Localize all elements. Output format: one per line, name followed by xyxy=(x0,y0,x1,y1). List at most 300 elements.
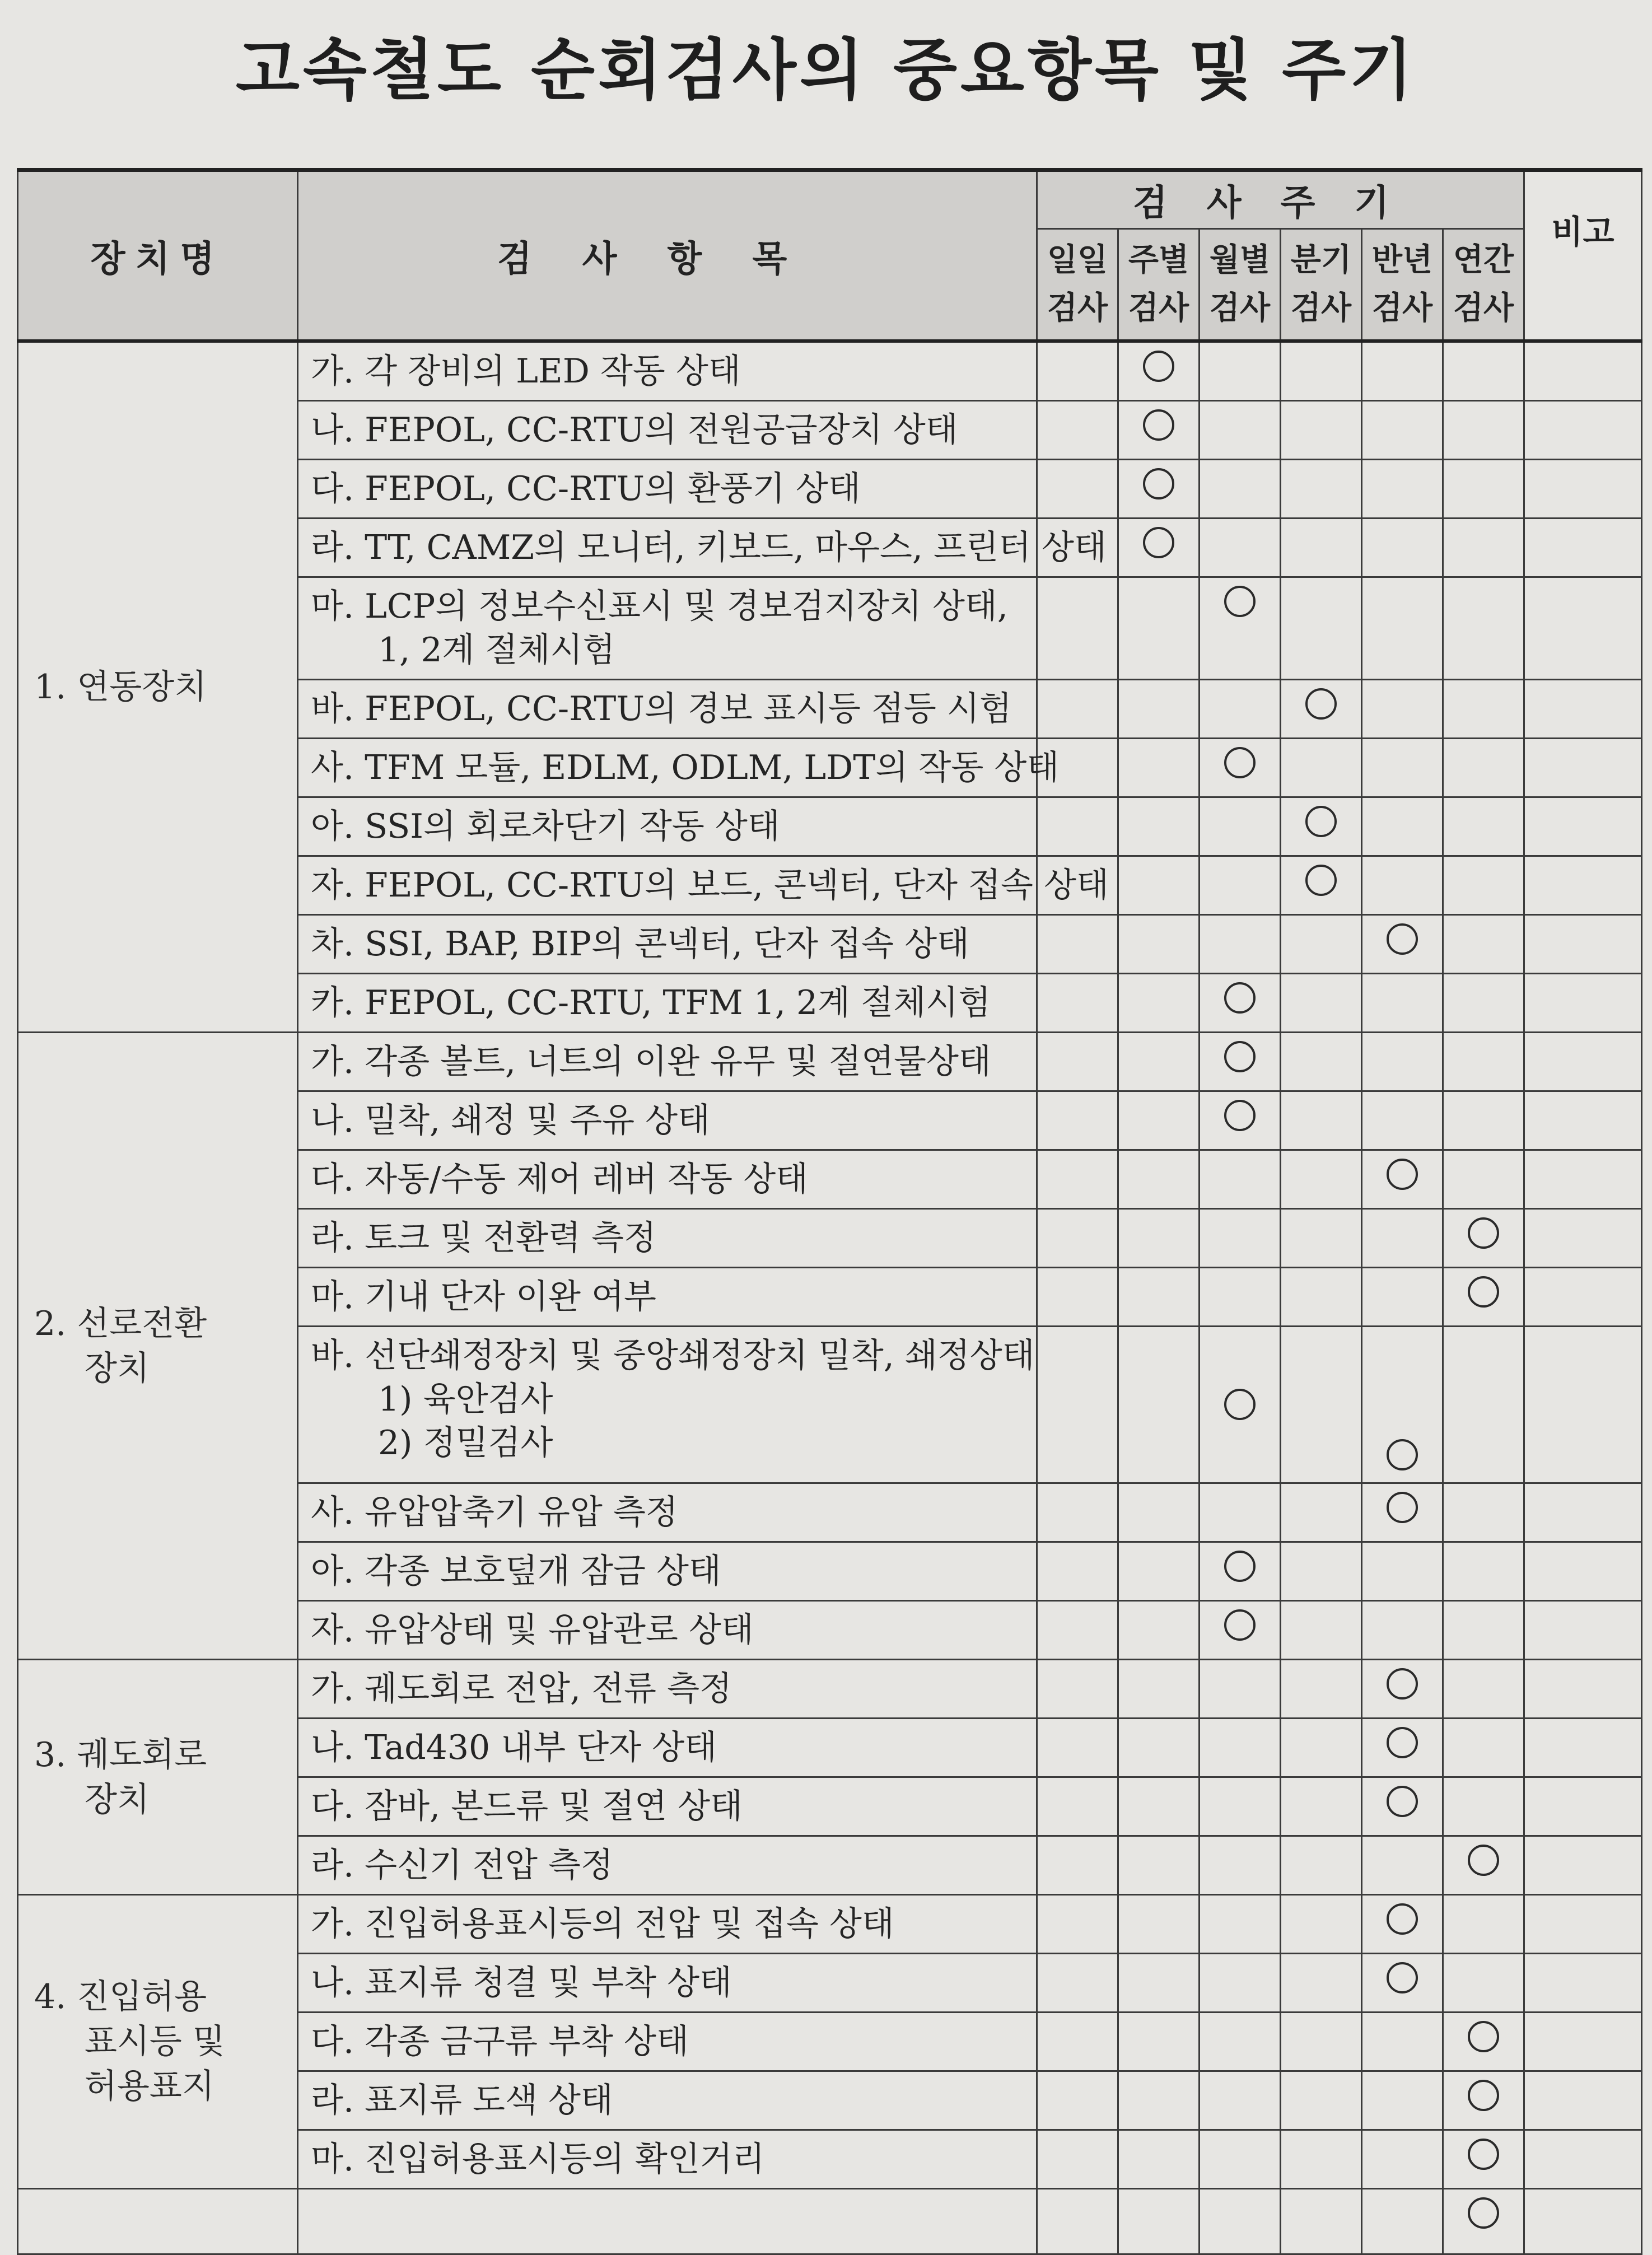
check-circle-icon xyxy=(1143,409,1174,441)
period-cell xyxy=(1037,1033,1118,1091)
inspection-item-cell xyxy=(298,1719,1037,1777)
period-cell xyxy=(1362,680,1443,739)
inspection-item-text: 가. 진입허용표시등의 전압 및 접속 상태 xyxy=(311,1904,894,1944)
period-cell xyxy=(1037,1601,1118,1660)
remarks-cell xyxy=(1524,1542,1642,1601)
inspection-item-text: 마. LCP의 정보수신표시 및 경보검지장치 상태, xyxy=(311,587,1008,626)
check-circle-icon xyxy=(1224,982,1256,1014)
inspection-item-text: 다. 잠바, 본드류 및 절연 상태 xyxy=(311,1787,743,1826)
remarks-cell xyxy=(1524,1836,1642,1895)
period-cell xyxy=(1443,1601,1524,1660)
period-cell xyxy=(1037,680,1118,739)
period-cell xyxy=(1037,1660,1118,1719)
period-cell xyxy=(1281,1091,1362,1150)
period-cell xyxy=(1281,915,1362,974)
inspection-item-cell xyxy=(298,915,1037,974)
period-cell xyxy=(1200,1327,1281,1483)
period-header-3 xyxy=(1281,229,1362,342)
period-cell xyxy=(1200,974,1281,1033)
period-cell xyxy=(1118,1091,1200,1150)
table-body xyxy=(18,341,1642,2254)
period-cell xyxy=(1200,1719,1281,1777)
period-cell xyxy=(1118,1895,1200,1954)
period-header-5 xyxy=(1443,229,1524,342)
period-cell xyxy=(1362,856,1443,915)
period-cell xyxy=(1362,1601,1443,1660)
inspection-item-text: 가. 각종 볼트, 너트의 이완 유무 및 절연물상태 xyxy=(311,1042,991,1081)
inspection-item-cell xyxy=(298,739,1060,797)
period-cell xyxy=(1118,401,1200,460)
period-cell xyxy=(1362,1660,1443,1719)
period-cell xyxy=(1200,680,1281,739)
remarks-cell xyxy=(1524,1209,1642,1268)
period-header-0 xyxy=(1037,229,1118,342)
period-cell xyxy=(1118,1836,1200,1895)
period-cell xyxy=(1443,739,1524,797)
period-cell xyxy=(1118,1150,1200,1209)
period-cell xyxy=(1118,2013,1200,2071)
remarks-cell xyxy=(1524,739,1642,797)
period-cell xyxy=(1362,1836,1443,1895)
period-cell xyxy=(1037,1895,1118,1954)
inspection-item-cell xyxy=(298,1091,1037,1150)
period-cell xyxy=(1362,797,1443,856)
period-cell xyxy=(1362,1954,1443,2013)
period-cell xyxy=(1362,974,1443,1033)
remarks-cell xyxy=(1524,856,1642,915)
period-cell xyxy=(1443,401,1524,460)
period-cell xyxy=(1200,460,1281,519)
inspection-item-cell xyxy=(298,2189,1037,2254)
period-cell xyxy=(1200,915,1281,974)
remarks-cell xyxy=(1524,1777,1642,1836)
table-row xyxy=(18,1895,1642,1954)
inspection-item-text: 아. SSI의 회로차단기 작동 상태 xyxy=(311,807,780,846)
period-header-line: 검사 xyxy=(1453,290,1514,326)
inspection-item-text: 라. 표지류 도색 상태 xyxy=(311,2081,613,2120)
period-header-line: 연간 xyxy=(1453,242,1514,278)
period-cell xyxy=(1443,341,1524,401)
remarks-cell xyxy=(1524,680,1642,739)
period-cell xyxy=(1118,2189,1200,2254)
remarks-cell xyxy=(1524,341,1642,401)
period-cell xyxy=(1281,1601,1362,1660)
period-cell xyxy=(1443,974,1524,1033)
period-cell xyxy=(1362,1150,1443,1209)
period-cell xyxy=(1118,974,1200,1033)
period-header-line: 분기 xyxy=(1290,242,1352,278)
device-name-line: 1. 연동장치 xyxy=(34,667,207,707)
period-cell xyxy=(1281,2189,1362,2254)
remarks-cell xyxy=(1524,460,1642,519)
remarks-cell xyxy=(1524,797,1642,856)
period-header-line: 주별 xyxy=(1128,242,1189,278)
period-cell xyxy=(1200,2013,1281,2071)
period-cell xyxy=(1443,2071,1524,2130)
remarks-cell xyxy=(1524,2071,1642,2130)
period-cell xyxy=(1443,1954,1524,2013)
period-cell xyxy=(1281,577,1362,680)
period-header-1 xyxy=(1118,229,1200,342)
period-cell xyxy=(1443,1091,1524,1150)
period-cell xyxy=(1200,1542,1281,1601)
period-cell xyxy=(1118,680,1200,739)
period-cell xyxy=(1443,915,1524,974)
period-cell xyxy=(1200,1777,1281,1836)
period-cell xyxy=(1200,1150,1281,1209)
inspection-item-cell xyxy=(298,1660,1037,1719)
period-cell xyxy=(1200,577,1281,680)
period-cell xyxy=(1443,680,1524,739)
period-cell xyxy=(1037,1150,1118,1209)
inspection-item-text: 다. 각종 금구류 부착 상태 xyxy=(311,2022,689,2061)
period-header-line: 월별 xyxy=(1209,242,1271,278)
period-cell xyxy=(1118,1327,1200,1483)
inspection-item-text: 나. Tad430 내부 단자 상태 xyxy=(311,1728,717,1767)
inspection-item-cell xyxy=(298,680,1037,739)
table-row xyxy=(18,1033,1642,1091)
period-cell xyxy=(1281,1895,1362,1954)
period-cell xyxy=(1037,1719,1118,1777)
device-name-cell xyxy=(18,1895,298,2189)
period-cell xyxy=(1443,577,1524,680)
period-cell xyxy=(1200,856,1281,915)
inspection-item-cell xyxy=(298,401,1037,460)
period-cell xyxy=(1200,1268,1281,1327)
period-cell xyxy=(1281,2130,1362,2189)
period-cell xyxy=(1037,460,1118,519)
check-circle-icon xyxy=(1468,2021,1499,2052)
inspection-item-cell xyxy=(298,1033,1037,1091)
remarks-cell xyxy=(1524,1660,1642,1719)
period-cell xyxy=(1362,2071,1443,2130)
period-cell xyxy=(1443,1209,1524,1268)
check-circle-icon xyxy=(1468,2139,1499,2170)
inspection-item-cell xyxy=(298,1601,1037,1660)
period-cell xyxy=(1362,1033,1443,1091)
inspection-item-cell xyxy=(298,1209,1037,1268)
device-name-line: 4. 진입허용 xyxy=(34,1977,207,2016)
period-cell xyxy=(1443,1150,1524,1209)
period-cell xyxy=(1362,739,1443,797)
period-cell xyxy=(1362,1777,1443,1836)
table-header xyxy=(18,170,1642,342)
table-row xyxy=(18,341,1642,401)
period-cell xyxy=(1362,519,1443,577)
period-cell xyxy=(1200,1954,1281,2013)
period-cell xyxy=(1118,1660,1200,1719)
remarks-cell xyxy=(1524,1150,1642,1209)
period-cell xyxy=(1362,1483,1443,1542)
device-name-line: 장치 xyxy=(85,1780,150,1819)
inspection-item-text: 차. SSI, BAP, BIP의 콘넥터, 단자 접속 상태 xyxy=(311,925,970,964)
period-cell xyxy=(1443,1542,1524,1601)
period-cell xyxy=(1200,1091,1281,1150)
period-header-line: 일일 xyxy=(1047,242,1108,278)
remarks-cell xyxy=(1524,2189,1642,2254)
check-circle-icon xyxy=(1387,1159,1418,1190)
period-cell xyxy=(1200,519,1281,577)
period-cell xyxy=(1118,519,1200,577)
inspection-item-text: 마. 기내 단자 이완 여부 xyxy=(311,1277,657,1316)
inspection-item-cell xyxy=(298,577,1037,680)
period-cell xyxy=(1362,341,1443,401)
period-cell xyxy=(1362,1719,1443,1777)
check-circle-icon xyxy=(1224,1609,1256,1641)
period-cell xyxy=(1281,2013,1362,2071)
period-cell xyxy=(1118,856,1200,915)
period-header-4 xyxy=(1362,229,1443,342)
inspection-item-cell xyxy=(298,1836,1037,1895)
period-cell xyxy=(1281,1777,1362,1836)
page-title: 고속철도 순회검사의 중요항목 및 주기 xyxy=(235,31,1417,109)
inspection-item-cell xyxy=(298,797,1037,856)
check-circle-icon xyxy=(1224,747,1256,778)
period-cell xyxy=(1281,680,1362,739)
inspection-item-text: 2) 정밀검사 xyxy=(378,1423,553,1463)
inspection-item-cell xyxy=(298,460,1037,519)
period-cell xyxy=(1037,2189,1118,2254)
period-cell xyxy=(1362,1895,1443,1954)
remarks-cell xyxy=(1524,915,1642,974)
inspection-item-text: 라. TT, CAMZ의 모니터, 키보드, 마우스, 프린터 상태 xyxy=(311,528,1107,567)
table-row xyxy=(18,2189,1642,2254)
period-cell xyxy=(1118,341,1200,401)
period-cell xyxy=(1037,2013,1118,2071)
period-cell xyxy=(1281,2071,1362,2130)
remarks-cell xyxy=(1524,1483,1642,1542)
remarks-cell xyxy=(1524,577,1642,680)
remarks-cell xyxy=(1524,1954,1642,2013)
check-circle-icon xyxy=(1143,351,1174,382)
device-name-line: 2. 선로전환 xyxy=(34,1304,207,1343)
inspection-item-cell xyxy=(298,1268,1037,1327)
inspection-item-cell xyxy=(298,519,1107,577)
inspection-item-text: 나. FEPOL, CC-RTU의 전원공급장치 상태 xyxy=(311,410,958,450)
device-name-line: 표시등 및 xyxy=(85,2022,225,2061)
inspection-item-cell xyxy=(298,2013,1037,2071)
period-cell xyxy=(1037,1483,1118,1542)
period-cell xyxy=(1037,1836,1118,1895)
remarks-cell xyxy=(1524,519,1642,577)
inspection-item-cell xyxy=(298,341,1037,401)
check-circle-icon xyxy=(1468,1217,1499,1249)
remarks-cell xyxy=(1524,1268,1642,1327)
check-circle-icon xyxy=(1387,1903,1418,1935)
period-cell xyxy=(1281,1033,1362,1091)
check-circle-icon xyxy=(1468,1845,1499,1876)
period-cell xyxy=(1037,915,1118,974)
remarks-column-header: 비고 xyxy=(1524,170,1642,342)
inspection-item-text: 다. 자동/수동 제어 레버 작동 상태 xyxy=(311,1160,809,1199)
period-cell xyxy=(1037,577,1118,680)
inspection-item-cell xyxy=(298,1777,1037,1836)
period-cell xyxy=(1200,1483,1281,1542)
inspection-item-text: 라. 수신기 전압 측정 xyxy=(311,1846,613,1885)
period-cell xyxy=(1200,2071,1281,2130)
period-cell xyxy=(1443,1660,1524,1719)
period-cell xyxy=(1443,1033,1524,1091)
table-row xyxy=(18,1660,1642,1719)
remarks-cell xyxy=(1524,1601,1642,1660)
period-cell xyxy=(1037,974,1118,1033)
period-cell xyxy=(1118,1601,1200,1660)
device-name-line: 장치 xyxy=(85,1348,150,1388)
period-cell xyxy=(1281,856,1362,915)
check-circle-icon xyxy=(1224,1100,1256,1131)
period-cell xyxy=(1443,2013,1524,2071)
inspection-item-text: 나. 밀착, 쇄정 및 주유 상태 xyxy=(311,1101,711,1140)
period-cell xyxy=(1443,1268,1524,1327)
period-cell xyxy=(1118,1777,1200,1836)
inspection-item-text: 다. FEPOL, CC-RTU의 환풍기 상태 xyxy=(311,469,861,508)
period-cell xyxy=(1281,1327,1362,1483)
device-name-line: 3. 궤도회로 xyxy=(34,1735,207,1775)
remarks-cell xyxy=(1524,1719,1642,1777)
period-cell xyxy=(1281,1150,1362,1209)
period-cell xyxy=(1362,2189,1443,2254)
period-header-line: 검사 xyxy=(1047,290,1108,326)
period-cell xyxy=(1118,577,1200,680)
inspection-item-text: 바. 선단쇄정장치 및 중앙쇄정장치 밀착, 쇄정상태 xyxy=(311,1336,1035,1375)
period-cell xyxy=(1443,2130,1524,2189)
check-circle-icon xyxy=(1387,1439,1418,1470)
period-cell xyxy=(1037,1954,1118,2013)
check-circle-icon xyxy=(1305,688,1337,720)
period-cell xyxy=(1118,1033,1200,1091)
period-cell xyxy=(1200,797,1281,856)
inspection-item-text: 카. FEPOL, CC-RTU, TFM 1, 2계 절체시험 xyxy=(311,983,991,1023)
inspection-item-cell xyxy=(298,1483,1037,1542)
period-cell xyxy=(1281,519,1362,577)
period-cell xyxy=(1037,401,1118,460)
check-circle-icon xyxy=(1387,1727,1418,1758)
period-header-line: 검사 xyxy=(1128,290,1189,326)
period-cell xyxy=(1362,2013,1443,2071)
inspection-item-cell xyxy=(298,856,1109,915)
remarks-cell xyxy=(1524,1327,1642,1483)
period-cell xyxy=(1200,1836,1281,1895)
inspection-item-text: 1, 2계 절체시험 xyxy=(378,631,615,670)
period-cell xyxy=(1118,2130,1200,2189)
period-cell xyxy=(1281,974,1362,1033)
period-cell xyxy=(1118,1719,1200,1777)
period-cell xyxy=(1281,1836,1362,1895)
period-cell xyxy=(1118,460,1200,519)
period-cell xyxy=(1118,1954,1200,2013)
inspection-table-container xyxy=(17,168,1641,2255)
check-circle-icon xyxy=(1143,527,1174,558)
check-circle-icon xyxy=(1387,1492,1418,1523)
period-cell xyxy=(1200,1601,1281,1660)
period-cell xyxy=(1281,1954,1362,2013)
period-cell xyxy=(1200,1209,1281,1268)
period-cell xyxy=(1362,1091,1443,1150)
period-cell xyxy=(1200,2189,1281,2254)
inspection-item-text: 자. 유압상태 및 유압관로 상태 xyxy=(311,1610,754,1650)
inspection-item-cell xyxy=(298,1542,1037,1601)
period-cell xyxy=(1362,1327,1443,1483)
check-circle-icon xyxy=(1468,2080,1499,2111)
check-circle-icon xyxy=(1387,1786,1418,1817)
period-cell xyxy=(1118,797,1200,856)
check-circle-icon xyxy=(1468,2197,1499,2229)
period-cell xyxy=(1200,401,1281,460)
period-cell xyxy=(1281,1483,1362,1542)
remarks-cell xyxy=(1524,974,1642,1033)
remarks-cell xyxy=(1524,1091,1642,1150)
inspection-item-text: 나. 표지류 청결 및 부착 상태 xyxy=(311,1963,732,2002)
inspection-item-cell xyxy=(298,1150,1037,1209)
check-circle-icon xyxy=(1305,806,1337,837)
inspection-item-text: 가. 궤도회로 전압, 전류 측정 xyxy=(311,1669,732,1708)
period-cell xyxy=(1281,1542,1362,1601)
inspection-item-text: 자. FEPOL, CC-RTU의 보드, 콘넥터, 단자 접속 상태 xyxy=(311,866,1109,905)
period-cell xyxy=(1200,739,1281,797)
period-cell xyxy=(1362,577,1443,680)
period-cell xyxy=(1443,1836,1524,1895)
period-cell xyxy=(1443,1777,1524,1836)
inspection-item-cell xyxy=(298,1954,1037,2013)
period-header-line: 검사 xyxy=(1209,290,1271,326)
check-circle-icon xyxy=(1387,923,1418,955)
period-cell xyxy=(1200,1895,1281,1954)
remarks-cell xyxy=(1524,2130,1642,2189)
remarks-cell xyxy=(1524,401,1642,460)
device-name-line: 허용표지 xyxy=(85,2067,214,2106)
period-cell xyxy=(1200,1660,1281,1719)
check-circle-icon xyxy=(1224,586,1256,617)
inspection-item-column-header: 검사항목 xyxy=(298,170,1037,342)
period-cell xyxy=(1037,797,1118,856)
period-cell xyxy=(1118,739,1200,797)
check-circle-icon xyxy=(1387,1668,1418,1700)
inspection-item-cell xyxy=(298,974,1037,1033)
check-circle-icon xyxy=(1468,1276,1499,1308)
inspection-item-text: 라. 토크 및 전환력 측정 xyxy=(311,1218,657,1258)
period-cell xyxy=(1443,519,1524,577)
inspection-item-text: 마. 진입허용표시등의 확인거리 xyxy=(311,2140,765,2179)
period-cell xyxy=(1281,460,1362,519)
period-cell xyxy=(1443,1483,1524,1542)
inspection-item-cell xyxy=(298,2130,1037,2189)
period-cell xyxy=(1362,1209,1443,1268)
period-cell xyxy=(1118,2071,1200,2130)
period-cell xyxy=(1037,1268,1118,1327)
period-cell xyxy=(1281,401,1362,460)
inspection-item-text: 사. 유압압축기 유압 측정 xyxy=(311,1493,678,1532)
check-circle-icon xyxy=(1387,1962,1418,1993)
remarks-cell xyxy=(1524,1895,1642,1954)
period-cell xyxy=(1362,460,1443,519)
period-cell xyxy=(1118,1209,1200,1268)
period-cell xyxy=(1037,1091,1118,1150)
period-header-2 xyxy=(1200,229,1281,342)
period-cell xyxy=(1281,1209,1362,1268)
period-cell xyxy=(1037,341,1118,401)
period-cell xyxy=(1362,1268,1443,1327)
period-cell xyxy=(1037,1209,1118,1268)
period-cell xyxy=(1443,1719,1524,1777)
period-cell xyxy=(1443,856,1524,915)
inspection-item-cell xyxy=(298,1895,1037,1954)
period-cell xyxy=(1118,915,1200,974)
period-cell xyxy=(1037,2130,1118,2189)
inspection-item-text: 가. 각 장비의 LED 작동 상태 xyxy=(311,352,741,391)
inspection-cycle-header: 검사주기 xyxy=(1037,170,1524,229)
period-cell xyxy=(1281,739,1362,797)
check-circle-icon xyxy=(1224,1551,1256,1582)
